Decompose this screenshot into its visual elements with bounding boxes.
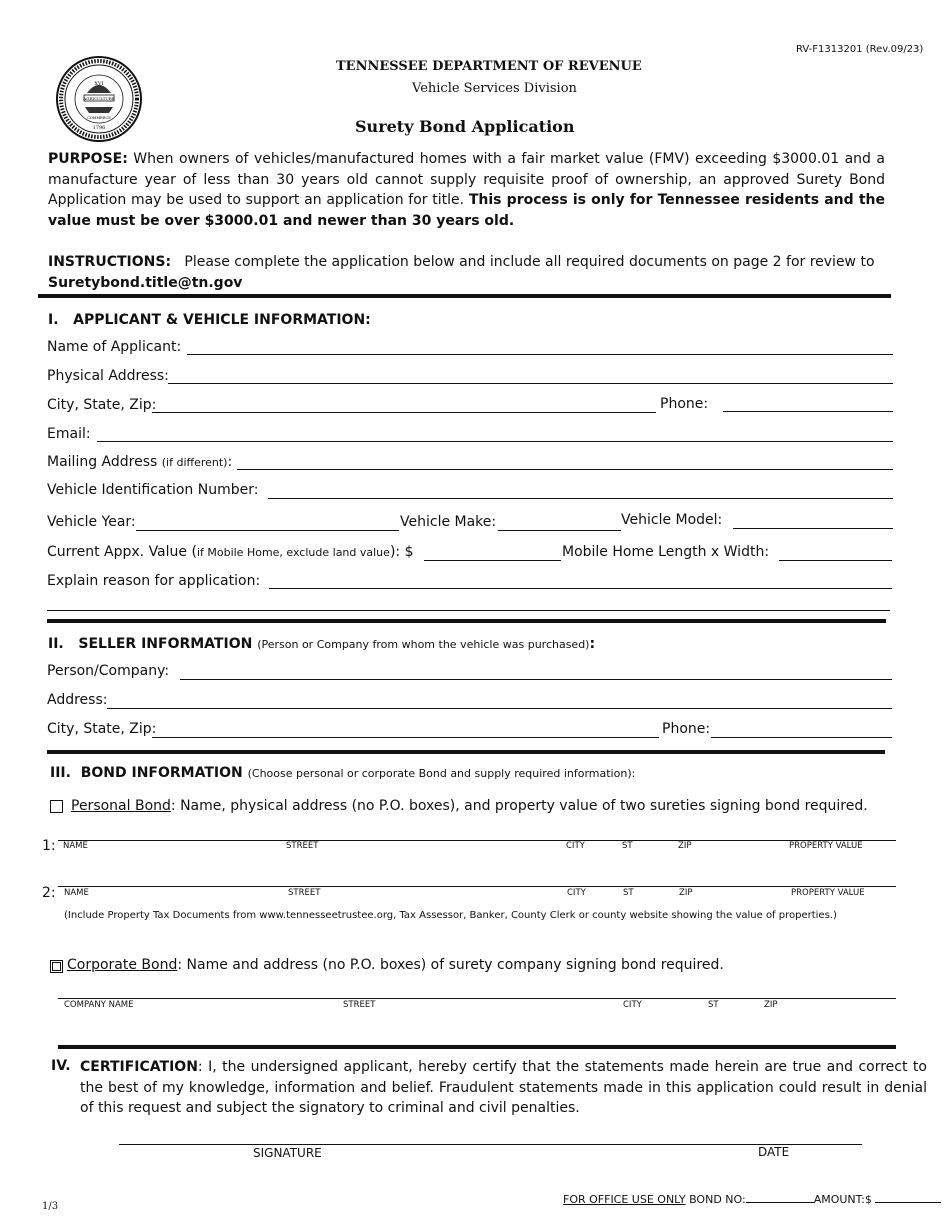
signature-label: SIGNATURE bbox=[253, 1146, 322, 1160]
section3-heading bbox=[50, 765, 635, 781]
vehicle-make-label: Vehicle Make: bbox=[400, 514, 497, 530]
reason-field-line-1[interactable] bbox=[269, 588, 892, 589]
certification-title: CERTIFICATION bbox=[80, 1059, 198, 1075]
seller-address-field[interactable] bbox=[107, 708, 892, 709]
section1-numeral: I. bbox=[48, 312, 59, 328]
state-seal bbox=[55, 55, 143, 143]
vehicle-year-field[interactable] bbox=[136, 530, 399, 531]
tax-documents-note: (Include Property Tax Documents from www.tennesseetrustee.org, Tax Assessor, Banker, County Clerk or county website showing the value of properties.) bbox=[64, 910, 837, 921]
col-property-value: PROPERTY VALUE bbox=[789, 841, 863, 851]
city-state-zip-field[interactable] bbox=[152, 412, 656, 413]
surety-row-2-line[interactable] bbox=[58, 886, 896, 887]
current-value-field[interactable] bbox=[424, 560, 561, 561]
instructions-label: INSTRUCTIONS: bbox=[48, 254, 172, 270]
mailing-label-text: Mailing Address bbox=[47, 454, 158, 470]
seller-person-label: Person/Company: bbox=[47, 663, 170, 679]
seal-graphic bbox=[55, 55, 143, 143]
seller-city-label: City, State, Zip: bbox=[47, 721, 157, 737]
email-field[interactable] bbox=[97, 441, 893, 442]
section3-title: BOND INFORMATION bbox=[80, 765, 243, 781]
personal-bond-label: Personal Bond bbox=[71, 798, 171, 814]
city-state-zip-label: City, State, Zip: bbox=[47, 397, 157, 413]
office-use-block bbox=[563, 1192, 941, 1206]
divider bbox=[38, 294, 891, 298]
section1-heading bbox=[48, 312, 371, 328]
seal-center-low: COMMERCE bbox=[87, 116, 111, 120]
date-label: DATE bbox=[758, 1145, 790, 1159]
physical-address-field[interactable] bbox=[168, 383, 893, 384]
vehicle-year-label: Vehicle Year: bbox=[47, 514, 136, 530]
corporate-bond-label: Corporate Bond bbox=[67, 957, 178, 973]
section4-numeral: IV. bbox=[51, 1058, 71, 1074]
corporate-bond-text bbox=[67, 957, 724, 973]
form-title: Surety Bond Application bbox=[355, 117, 575, 136]
reason-label: Explain reason for application: bbox=[47, 573, 261, 589]
purpose-text: When owners of vehicles/manufactured homes with a fair market value (FMV) exceeding $3000.01 and a manufacture year of less than 30 years old cannot supply requisite proof of ownership, an approved Surety Bond Application may be used to support an application for title. bbox=[48, 151, 885, 208]
value-label-note: if Mobile Home, exclude land value bbox=[196, 546, 390, 559]
col-city: CITY bbox=[566, 841, 585, 851]
personal-bond-checkbox[interactable] bbox=[50, 800, 63, 813]
mailing-address-field[interactable] bbox=[237, 469, 893, 470]
section2-title: SELLER INFORMATION bbox=[78, 636, 253, 652]
vehicle-model-field[interactable] bbox=[733, 528, 893, 529]
divider bbox=[47, 750, 885, 754]
certification-paragraph bbox=[80, 1057, 927, 1119]
applicant-name-label: Name of Applicant: bbox=[47, 339, 182, 355]
col-city: CITY bbox=[567, 888, 586, 898]
section2-numeral: II. bbox=[48, 636, 64, 652]
purpose-paragraph bbox=[48, 149, 885, 231]
bond-no-label: BOND NO: bbox=[685, 1193, 746, 1206]
col-st: ST bbox=[622, 841, 633, 851]
personal-bond-text bbox=[71, 798, 868, 814]
seller-phone-label: Phone: bbox=[662, 721, 711, 737]
col-zip: ZIP bbox=[679, 888, 693, 898]
seller-person-field[interactable] bbox=[180, 679, 892, 680]
applicant-name-field[interactable] bbox=[187, 354, 893, 355]
section3-note: (Choose personal or corporate Bond and supply required information): bbox=[247, 767, 636, 780]
corporate-bond-checkbox[interactable] bbox=[50, 960, 63, 973]
department-name: TENNESSEE DEPARTMENT OF REVENUE bbox=[336, 59, 642, 74]
instructions-email[interactable]: Suretybond.title@tn.gov bbox=[48, 274, 243, 291]
signature-line[interactable] bbox=[119, 1144, 862, 1145]
vehicle-make-field[interactable] bbox=[498, 530, 621, 531]
value-label-text: Current Appx. Value ( bbox=[47, 544, 197, 560]
seller-phone-field[interactable] bbox=[711, 737, 892, 738]
section2-heading bbox=[48, 636, 595, 652]
mobile-home-size-field[interactable] bbox=[779, 560, 892, 561]
col-st: ST bbox=[623, 888, 634, 898]
col-street: STREET bbox=[343, 1000, 376, 1010]
amount-label: AMOUNT:$ bbox=[813, 1193, 872, 1206]
page-number: 1/3 bbox=[42, 1201, 59, 1212]
office-use-label: FOR OFFICE USE ONLY bbox=[563, 1193, 686, 1206]
phone-field[interactable] bbox=[723, 411, 893, 412]
mailing-label-note: (if different) bbox=[161, 456, 228, 469]
col-zip: ZIP bbox=[678, 841, 692, 851]
corporate-bond-description: : Name and address (no P.O. boxes) of surety company signing bond required. bbox=[177, 957, 724, 973]
col-st: ST bbox=[708, 1000, 719, 1010]
vin-field[interactable] bbox=[268, 498, 893, 499]
purpose-bold-text: This process is only for Tennessee residents and the value must be over $3000.01 and newer than 30 years old. bbox=[48, 192, 885, 229]
col-zip: ZIP bbox=[764, 1000, 778, 1010]
section2-note: (Person or Company from whom the vehicle was purchased) bbox=[257, 638, 590, 651]
seal-year: 1796 bbox=[92, 125, 106, 131]
col-company-name: COMPANY NAME bbox=[64, 1000, 134, 1010]
value-label-suffix: ): $ bbox=[389, 544, 414, 560]
vin-label: Vehicle Identification Number: bbox=[47, 482, 259, 498]
email-label: Email: bbox=[47, 426, 91, 442]
mailing-address-label bbox=[47, 454, 232, 470]
reason-field-line-2[interactable] bbox=[47, 610, 890, 611]
surety-row-2-number: 2: bbox=[42, 885, 56, 901]
col-street: STREET bbox=[288, 888, 321, 898]
divider bbox=[58, 1045, 896, 1049]
section3-numeral: III. bbox=[50, 765, 71, 781]
col-name: NAME bbox=[63, 841, 88, 851]
current-value-label bbox=[47, 544, 413, 560]
instructions-paragraph bbox=[48, 252, 878, 293]
surety-row-1-line[interactable] bbox=[58, 840, 896, 841]
amount-field[interactable] bbox=[875, 1192, 941, 1203]
section2-colon: : bbox=[589, 636, 596, 652]
surety-row-1-number: 1: bbox=[42, 838, 56, 854]
physical-address-label: Physical Address: bbox=[47, 368, 169, 384]
mailing-label-colon: : bbox=[227, 454, 233, 470]
instructions-text: Please complete the application below and include all required documents on page 2 for review to bbox=[184, 254, 875, 270]
seal-center-top: XVI bbox=[94, 81, 104, 87]
certification-text: : I, the undersigned applicant, hereby certify that the statements made herein are true and correct to the best of my knowledge, information and belief. Fraudulent statements made in this application could result in denial of this request and subject the signatory to criminal and civil penalties. bbox=[80, 1059, 927, 1116]
phone-label: Phone: bbox=[660, 396, 709, 412]
mobile-home-size-label: Mobile Home Length x Width: bbox=[562, 544, 770, 560]
personal-bond-description: : Name, physical address (no P.O. boxes), and property value of two sureties signing bond required. bbox=[170, 798, 868, 814]
purpose-label: PURPOSE: bbox=[48, 151, 128, 167]
col-street: STREET bbox=[286, 841, 319, 851]
col-name: NAME bbox=[64, 888, 89, 898]
form-number: RV-F1313201 (Rev.09/23) bbox=[796, 44, 924, 55]
corporate-line[interactable] bbox=[58, 998, 896, 999]
bond-no-field[interactable] bbox=[746, 1192, 814, 1203]
seller-address-label: Address: bbox=[47, 692, 108, 708]
divider bbox=[47, 619, 886, 623]
division-name: Vehicle Services Division bbox=[412, 81, 577, 96]
vehicle-model-label: Vehicle Model: bbox=[621, 512, 723, 528]
seal-center-mid: AGRICULTURE bbox=[83, 96, 115, 101]
section1-title: APPLICANT & VEHICLE INFORMATION: bbox=[73, 312, 371, 328]
col-property-value: PROPERTY VALUE bbox=[791, 888, 865, 898]
seller-city-field[interactable] bbox=[152, 737, 659, 738]
col-city: CITY bbox=[623, 1000, 642, 1010]
